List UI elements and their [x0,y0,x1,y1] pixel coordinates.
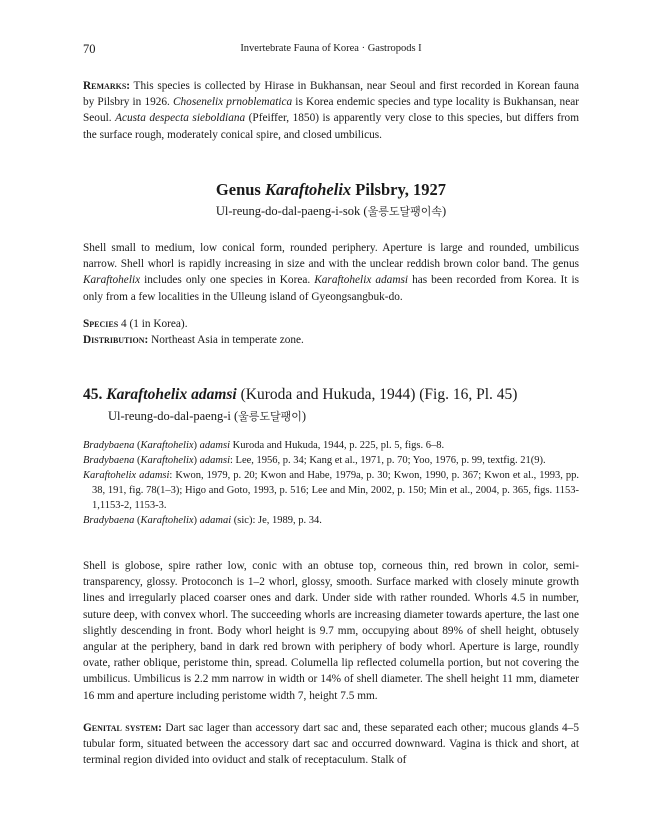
genital-label: Genital system: [83,722,162,734]
synonym-paren-close: ) [193,440,200,451]
genus-desc-italic-2: Karaftohelix adamsi [314,274,409,287]
remarks-species-1: Chosenelix prnoblematica [172,96,293,109]
synonym-entry [83,453,579,468]
synonym-genus: Bradybaena [83,455,135,466]
remarks-label: Remarks: [83,80,131,92]
genus-sub-korean: 울릉도달팽이속 [367,205,442,218]
synonym-citation: (sic): Je, 1989, p. 34. [231,515,322,526]
genus-desc-italic-1: Karaftohelix [83,274,141,287]
genus-title-name: Karaftohelix [264,180,352,199]
species-label: Species [83,318,119,330]
genital-text: Dart sac lager than accessory dart sac and, these separated each other; mucous glands 4–5 tubular form, situated between the accessory dart sac and occurred downward. Vagina is thick and short, at terminal region divided into oviduct and stalk of receptaculum. Stalk of [83,722,579,767]
synonym-epithet: adamsi [199,440,231,451]
genital-system [83,720,579,769]
remarks-species-2: Acusta despecta sieboldiana [115,112,246,125]
synonym-paren-close: ) [193,515,200,526]
synonym-epithet: adamsi [199,455,231,466]
remarks-text-2: is Korea endemic species and type locality is Bukhansan, near Seoul. [83,96,579,125]
genus-title-suffix: Pilsbry, 1927 [351,180,447,199]
synonym-subgenus: Karaftohelix [140,440,194,451]
synonym-paren: ( [134,440,141,451]
distribution-text: Northeast Asia in temperate zone. [148,334,304,346]
genus-sub-close: ) [441,204,447,218]
synonym-epithet: adamai [199,515,232,526]
synonym-citation: : Lee, 1956, p. 34; Kang et al., 1971, p. 70; Yoo, 1976, p. 99, textfig. 21(9). [230,455,546,466]
remarks-paragraph [83,78,579,143]
synonym-paren-close: ) [193,455,200,466]
synonym-entry [83,468,579,513]
genus-species-count [83,316,579,332]
synonym-genus: Bradybaena [83,440,135,451]
genus-desc-1: Shell small to medium, low conical form, rounded periphery. Aperture is large and rounded, umbilicus narrow. Shell whorl is rapidly increasing in size and with the unclear reddish brown color band. The genus [83,242,579,271]
running-title: Invertebrate Fauna of Korea · Gastropods I [240,43,422,54]
genus-heading [83,180,579,200]
species-number: 45. [83,386,107,403]
species-description [83,558,579,704]
species-sub-roman: Ul-reung-do-dal-paeng-i ( [108,409,239,423]
species-sub-close: ) [301,409,307,423]
species-name: Karaftohelix adamsi [106,386,237,403]
synonym-subgenus: Karaftohelix [140,455,194,466]
synonym-subgenus: Karaftohelix [140,515,194,526]
synonym-genus: Karaftohelix adamsi [83,470,170,481]
genus-korean-name [83,203,579,219]
genus-sub-roman: Ul-reung-do-dal-paeng-i-sok ( [215,204,368,218]
synonym-paren: ( [134,515,141,526]
synonymy-list [83,438,579,528]
genus-title-prefix: Genus [215,180,265,199]
genus-distribution [83,332,579,348]
genus-desc-2: includes only one species in Korea. [140,274,315,287]
synonym-entry [83,438,579,453]
species-heading [83,386,579,404]
synonym-paren: ( [134,455,141,466]
species-count-text: 4 (1 in Korea). [118,318,188,330]
synonym-genus: Bradybaena [83,515,135,526]
page-number: 70 [83,42,96,56]
synonym-citation: : Kwon, 1979, p. 20; Kwon and Habe, 1979a, p. 30; Kwon, 1990, p. 367; Kwon et al., 1993, pp. 38, 191, fig. 78(1–3); Higo and Goto, 1993, p. 516; Lee and Min, 2002, p. 150; Min et al., 2004, p. 365, figs. 1153-1,1153-2, 1153-3. [92,470,579,511]
species-sub-korean: 울릉도달팽이 [238,410,302,423]
description-text: Shell is globose, spire rather low, conic with an obtuse top, corneous thin, red brown in color, semi-transparency, glossy. Protoconch is 1–2 whorl, glossy, smooth. Surface marked with closely minute growth lines and irregularly placed coarser ones and dark. Under side with rather rounded. Whorls 4.5 in number, suture deep, with convex whorl. The succeeding whorls are increasing diameter towards aperture, the last one slightly descending in front. Body whorl height is 9.7 mm, occupying about 89% of shell height, obtusely angular at the periphery, band in dark red brown with periphery of body whorl. Aperture is large, roundly ovate, rather oblique, peristome thin, spread. Columella lip reflected columella portion, but not covering the umbilicus. Umbilicus is 2.2 mm narrow in width or 14% of shell diameter. The shell height 11 mm, diameter 16 mm and aperture including peristome width 7, height 7.5 mm. [83,560,579,702]
genus-description [83,240,579,305]
remarks-text-1: This species is collected by Hirase in Bukhansan, near Seoul and first recorded in Korean fauna by Pilsbry in 1926. [83,80,579,109]
species-korean-name [108,408,578,424]
distribution-label: Distribution: [83,334,149,346]
synonym-entry [83,513,579,528]
species-authority: (Kuroda and Hukuda, 1944) (Fig. 16, Pl. 45) [236,386,518,403]
remarks-text-3: (Pfeiffer, 1850) is apparently very close to this species, but differs from the surface rough, moderately conical spire, and closed umbilicus. [83,112,579,141]
page-header [83,42,579,58]
genus-desc-3: has been recorded from Korea. It is only from a few localities in the Ulleung island of Gyeongsangbuk-do. [83,274,579,303]
synonym-citation: Kuroda and Hukuda, 1944, p. 225, pl. 5, figs. 6–8. [230,440,445,451]
